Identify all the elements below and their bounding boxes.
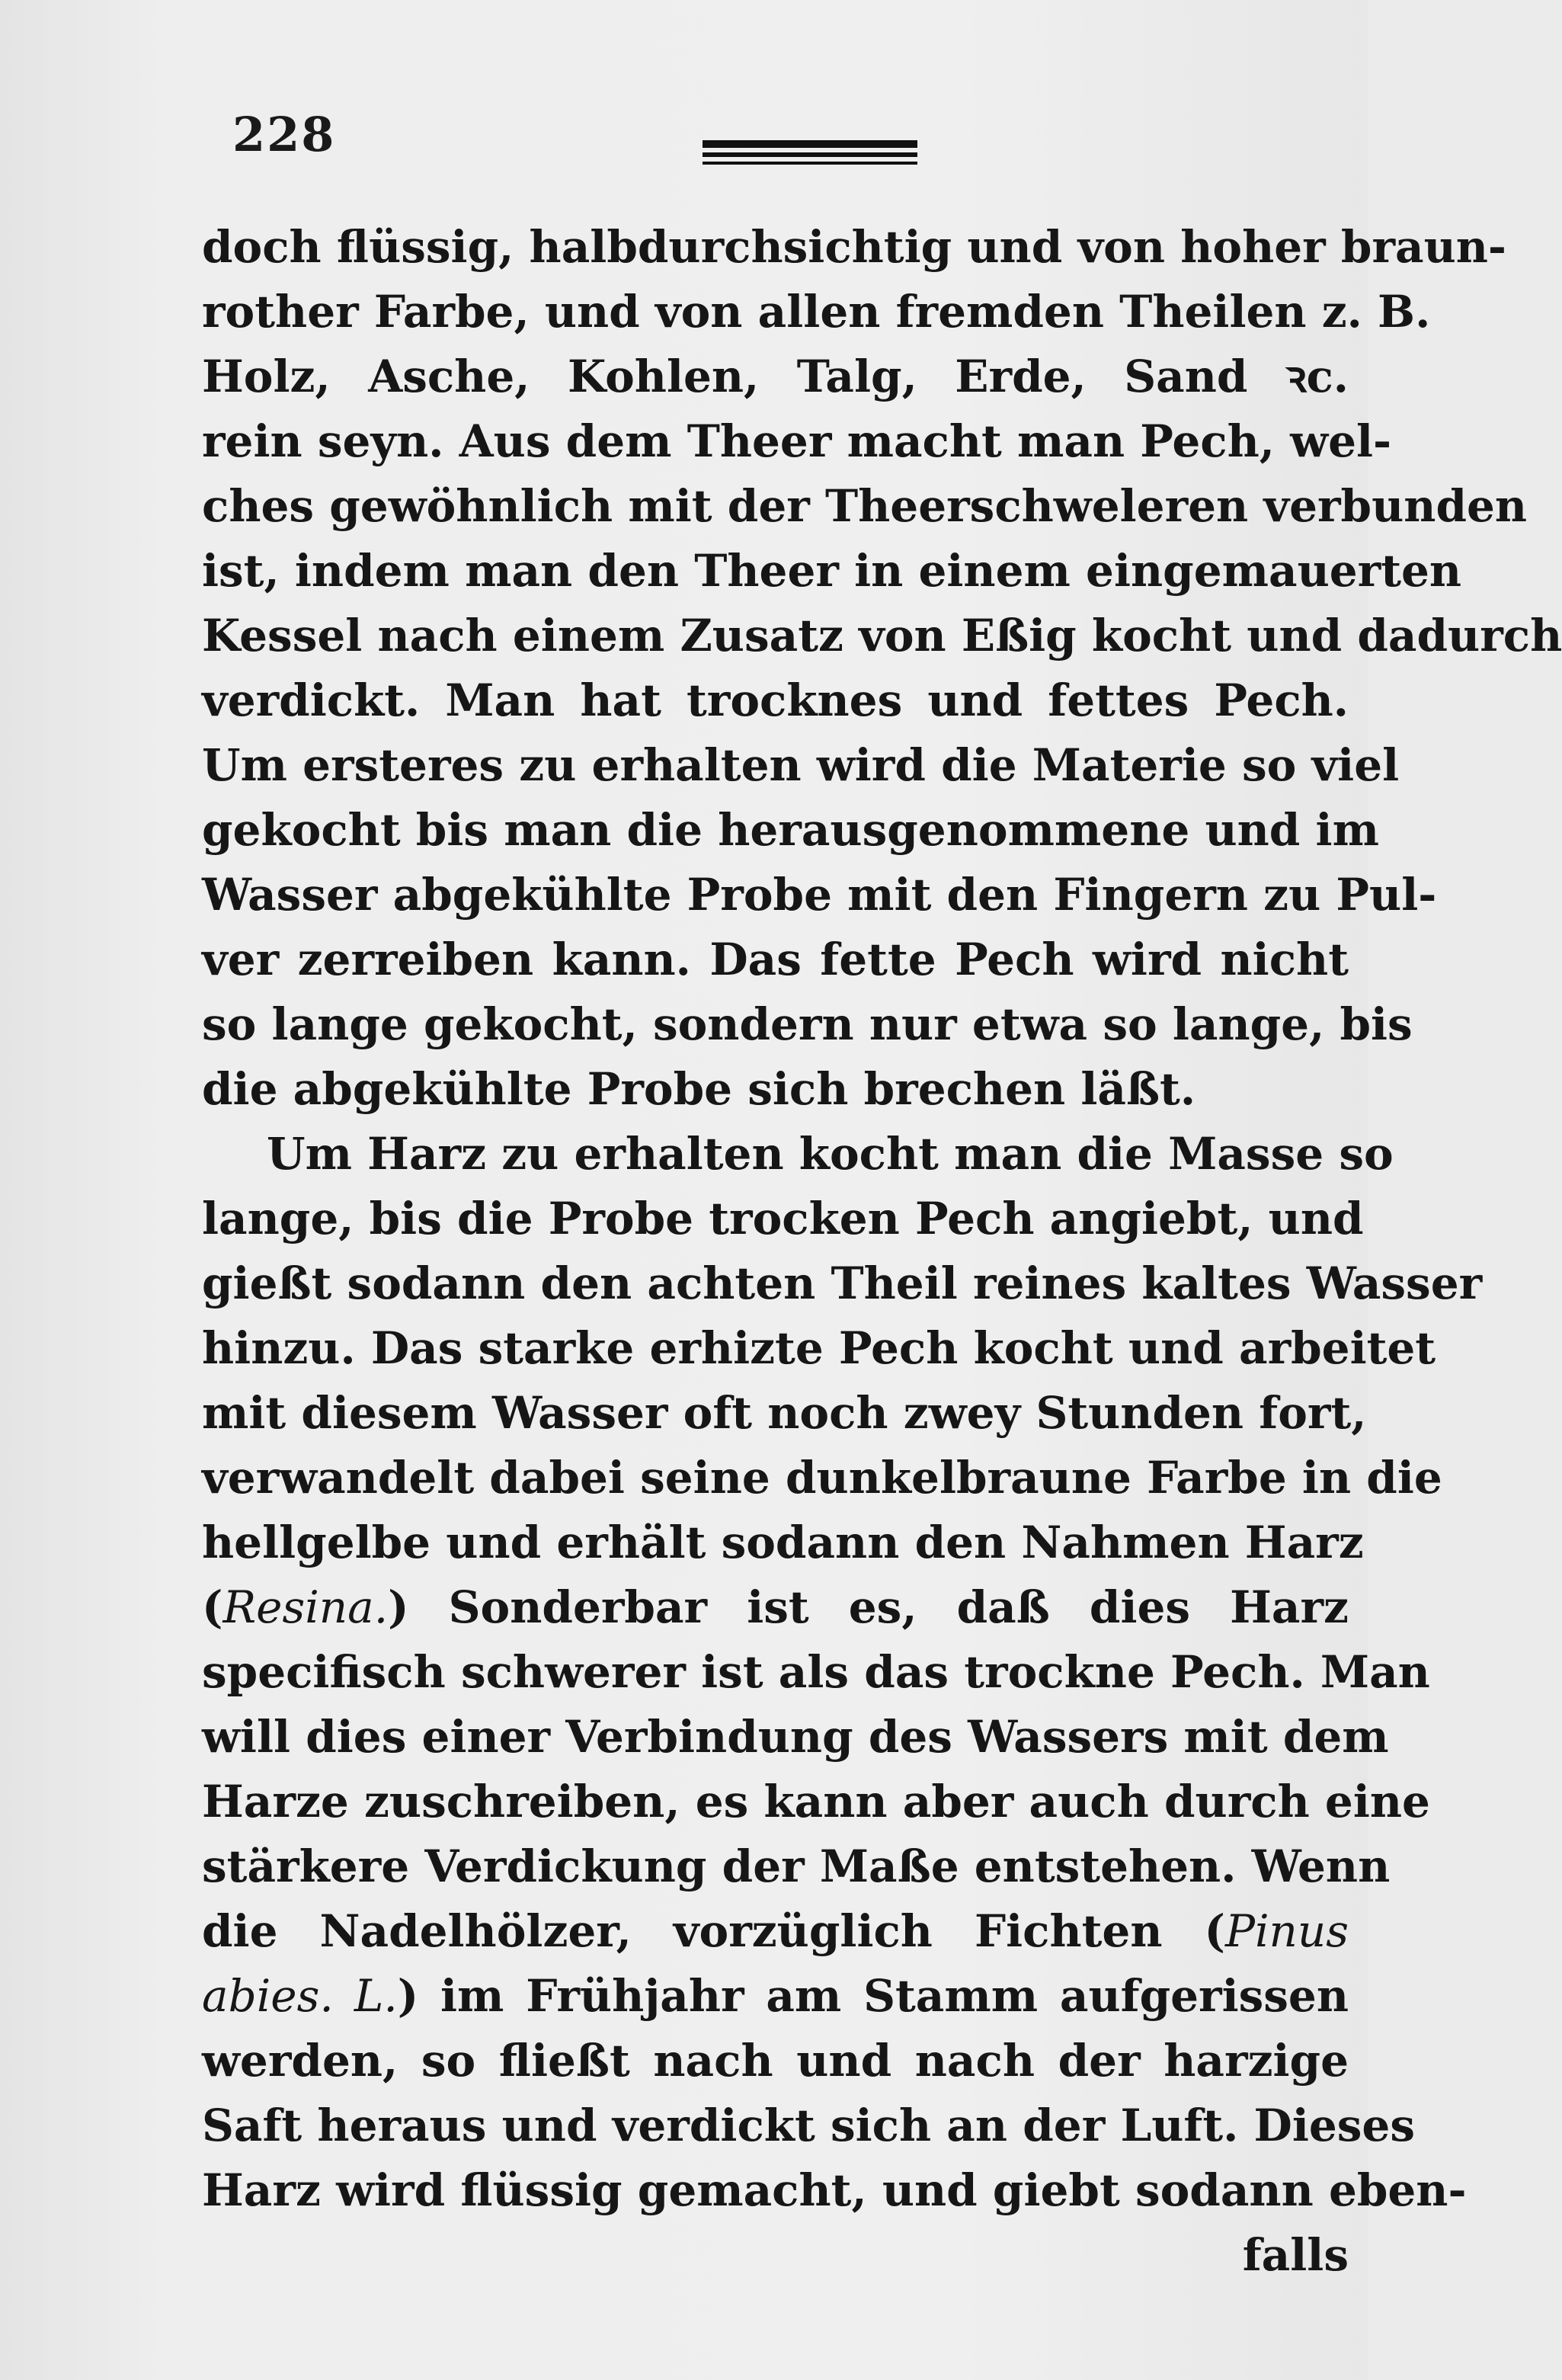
latin-term: abies. L. xyxy=(202,1970,398,2022)
text-line: ches gewöhnlich mit der Theerschweleren verbunden xyxy=(202,480,1528,532)
text-line: gekocht bis man die herausgenommene und im xyxy=(202,804,1379,856)
latin-term: Resina. xyxy=(222,1581,389,1633)
text-line: hellgelbe und erhält sodann den Nahmen Harz xyxy=(202,1517,1364,1568)
catchword: falls xyxy=(1242,2229,1349,2281)
text-line: Saft heraus und verdickt sich an der Luft. Dieses xyxy=(202,2100,1415,2151)
text-line: so lange gekocht, sondern nur etwa so lange, bis xyxy=(202,998,1413,1050)
text-line: ist, indem man den Theer in einem eingemauerten xyxy=(202,545,1462,597)
text-line: Kessel nach einem Zusatz von Eßig kocht und dadurch xyxy=(202,610,1562,661)
header-rule-line xyxy=(703,162,917,165)
text-line: rother Farbe, und von allen fremden Theilen z. B. xyxy=(202,286,1431,338)
text-line: (Resina.) Sonderbar ist es, daß dies Harz xyxy=(202,1581,1349,1633)
text-line: verdickt. Man hat trocknes und fettes Pech. xyxy=(202,674,1349,726)
text-line: ver zerreiben kann. Das fette Pech wird nicht xyxy=(202,934,1349,985)
body-text xyxy=(202,215,1562,2288)
text-line: will dies einer Verbindung des Wassers mit dem xyxy=(202,1711,1389,1763)
text-line: Um Harz zu erhalten kocht man die Masse so xyxy=(267,1128,1394,1180)
text-line: stärkere Verdickung der Maße entstehen. Wenn xyxy=(202,1840,1391,1892)
text-line: Wasser abgekühlte Probe mit den Fingern zu Pul- xyxy=(202,869,1437,921)
text-line: werden, so fließt nach und nach der harzige xyxy=(202,2035,1349,2087)
text-line: Um ersteres zu erhalten wird die Materie so viel xyxy=(202,739,1400,791)
text-line: die abgekühlte Probe sich brechen läßt. xyxy=(202,1063,1196,1115)
text-line: Harze zuschreiben, es kann aber auch durch eine xyxy=(202,1776,1430,1827)
text-line: Holz, Asche, Kohlen, Talg, Erde, Sand ꝛc. xyxy=(202,351,1349,402)
text-line: mit diesem Wasser oft noch zwey Stunden fort, xyxy=(202,1387,1367,1439)
text-line: Harz wird flüssig gemacht, und giebt sodann eben- xyxy=(202,2164,1467,2216)
text-line: lange, bis die Probe trocken Pech angiebt, und xyxy=(202,1193,1364,1244)
text-line: die Nadelhölzer, vorzüglich Fichten (Pinus xyxy=(202,1905,1349,1957)
text-line: verwandelt dabei seine dunkelbraune Farbe in die xyxy=(202,1452,1442,1504)
page-number: 228 xyxy=(232,107,336,162)
latin-term: Pinus xyxy=(1224,1905,1349,1957)
header-rule-line xyxy=(703,140,917,148)
header-rule xyxy=(703,140,917,168)
text-line: abies. L.) im Frühjahr am Stamm aufgerissen xyxy=(202,1970,1349,2022)
text-line: hinzu. Das starke erhizte Pech kocht und arbeitet xyxy=(202,1322,1436,1374)
text-line: doch flüssig, halbdurchsichtig und von hoher braun- xyxy=(202,221,1506,273)
text-line: rein seyn. Aus dem Theer macht man Pech, wel- xyxy=(202,415,1392,467)
text-line: gießt sodann den achten Theil reines kaltes Wasser xyxy=(202,1257,1483,1309)
header-rule-line xyxy=(703,152,917,157)
text-line: specifisch schwerer ist als das trockne Pech. Man xyxy=(202,1646,1430,1698)
